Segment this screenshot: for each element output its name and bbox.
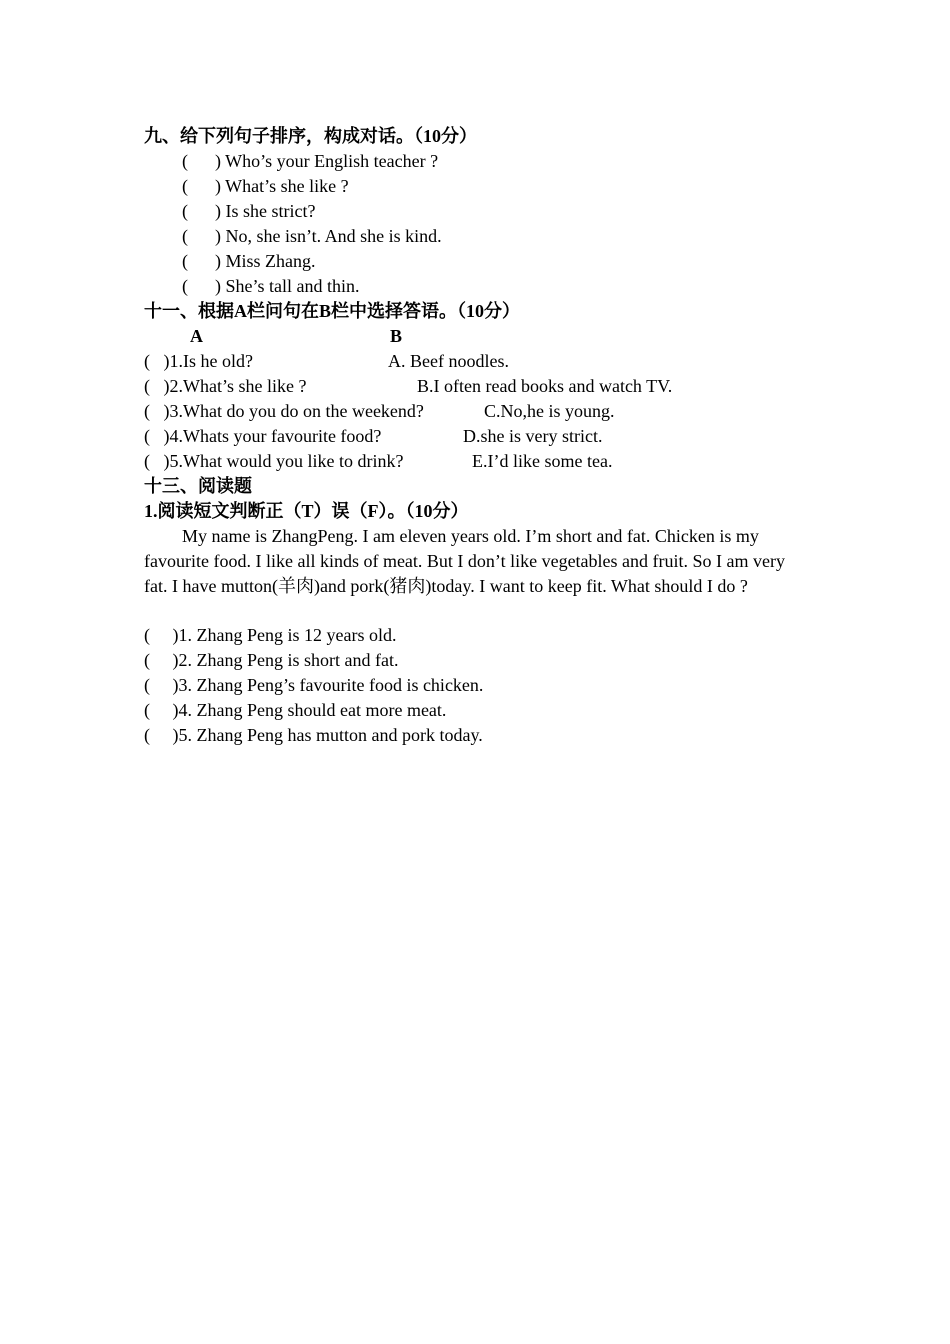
match-question-4: ( )4.Whats your favourite food? xyxy=(144,426,382,446)
section9-item-3: ( ) Is she strict? xyxy=(182,201,316,221)
judge-item-1: ( )1. Zhang Peng is 12 years old. xyxy=(144,625,397,645)
match-question-1: ( )1.Is he old? xyxy=(144,351,253,371)
match-answer-c: C.No,he is young. xyxy=(484,401,615,421)
section9-item-2: ( ) What’s she like ? xyxy=(182,176,349,196)
section9-item-4: ( ) No, she isn’t. And she is kind. xyxy=(182,226,442,246)
section13-subheading: 1.阅读短文判断正（T）误（F）。（10分） xyxy=(144,501,469,521)
match-answer-b: B.I often read books and watch TV. xyxy=(417,376,673,396)
match-question-2: ( )2.What’s she like ? xyxy=(144,376,307,396)
section11-heading: 十一、根据A栏问句在B栏中选择答语。（10分） xyxy=(144,301,521,321)
judge-item-5: ( )5. Zhang Peng has mutton and pork today. xyxy=(144,725,483,745)
section9-heading: 九、给下列句子排序，构成对话。（10分） xyxy=(144,126,477,146)
judge-item-2: ( )2. Zhang Peng is short and fat. xyxy=(144,650,399,670)
match-answer-d: D.she is very strict. xyxy=(463,426,603,446)
column-b-label: B xyxy=(390,326,403,346)
section9-item-6: ( ) She’s tall and thin. xyxy=(182,276,360,296)
section9-item-5: ( ) Miss Zhang. xyxy=(182,251,316,271)
judge-item-3: ( )3. Zhang Peng’s favourite food is chicken. xyxy=(144,675,484,695)
match-answer-e: E.I’d like some tea. xyxy=(472,451,613,471)
reading-passage: My name is ZhangPeng. I am eleven years old. I’m short and fat. Chicken is my favourite food. I like all kinds of meat. But I don’t like vegetables and fruit. So I am very fat. I have mutton(羊肉)and pork(猪肉)today. I want to keep fit. What should I do ? xyxy=(144,526,786,596)
judge-item-4: ( )4. Zhang Peng should eat more meat. xyxy=(144,700,447,720)
match-question-5: ( )5.What would you like to drink? xyxy=(144,451,404,471)
section13-heading: 十三、阅读题 xyxy=(144,476,252,496)
column-a-label: A xyxy=(190,326,203,346)
section9-item-1: ( ) Who’s your English teacher ? xyxy=(182,151,439,171)
match-question-3: ( )3.What do you do on the weekend? xyxy=(144,401,424,421)
match-answer-a: A. Beef noodles. xyxy=(388,351,509,371)
